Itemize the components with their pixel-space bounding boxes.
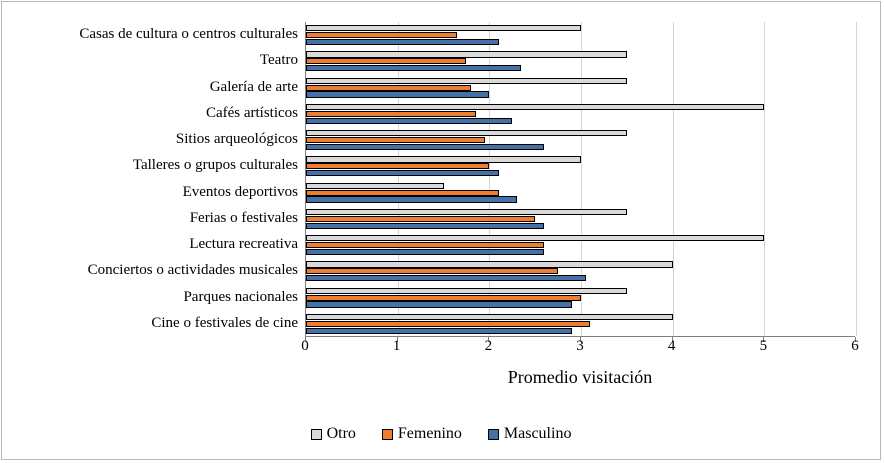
bar-otro xyxy=(306,261,673,267)
bar-masculino xyxy=(306,301,572,307)
category-label: Galería de arte xyxy=(209,78,298,95)
bar-otro xyxy=(306,235,764,241)
legend-item[interactable] xyxy=(382,425,462,443)
category-axis-labels xyxy=(2,22,298,337)
bar-masculino xyxy=(306,170,499,176)
bar-masculino xyxy=(306,65,521,71)
bar-femenino xyxy=(306,242,544,248)
category-label: Teatro xyxy=(259,52,298,69)
bar-masculino xyxy=(306,223,544,229)
bar-otro xyxy=(306,25,581,31)
bar-femenino xyxy=(306,58,466,64)
category-label: Ferias o festivales xyxy=(189,209,298,226)
legend-label: Masculino xyxy=(503,425,572,442)
x-axis-tick-label: 0 xyxy=(301,338,309,354)
bar-masculino xyxy=(306,39,499,45)
category-label: Parques nacionales xyxy=(183,288,298,305)
bar-femenino xyxy=(306,111,476,117)
bar-otro xyxy=(306,78,627,84)
bar-masculino xyxy=(306,144,544,150)
bar-otro xyxy=(306,288,627,294)
category-label: Talleres o grupos culturales xyxy=(132,157,298,174)
legend-swatch-icon xyxy=(488,429,499,440)
bar-femenino xyxy=(306,32,457,38)
legend-label: Femenino xyxy=(397,425,462,442)
x-axis-tick-label: 3 xyxy=(576,338,584,354)
bar-femenino xyxy=(306,295,581,301)
plot-area xyxy=(305,22,855,337)
x-axis-tick-label: 2 xyxy=(484,338,493,354)
bar-masculino xyxy=(306,275,586,281)
legend-swatch-icon xyxy=(311,429,322,440)
gridline xyxy=(764,22,765,336)
gridline xyxy=(856,22,857,336)
category-label: Eventos deportivos xyxy=(182,183,298,200)
bar-otro xyxy=(306,51,627,57)
bar-femenino xyxy=(306,190,499,196)
legend-item[interactable] xyxy=(488,425,572,443)
bar-femenino xyxy=(306,85,471,91)
bar-masculino xyxy=(306,118,512,124)
gridline xyxy=(673,22,674,336)
bar-femenino xyxy=(306,321,590,327)
bar-masculino xyxy=(306,91,489,97)
bar-otro xyxy=(306,156,581,162)
bar-otro xyxy=(306,314,673,320)
bar-femenino xyxy=(306,268,558,274)
legend-swatch-icon xyxy=(382,429,393,440)
bar-femenino xyxy=(306,216,535,222)
category-label: Conciertos o actividades musicales xyxy=(87,262,298,279)
bar-femenino xyxy=(306,163,489,169)
chart-legend xyxy=(2,425,880,443)
bar-otro xyxy=(306,130,627,136)
legend-item[interactable] xyxy=(311,425,356,443)
bar-otro xyxy=(306,209,627,215)
x-axis-tick-label: 5 xyxy=(759,338,768,354)
chart-container xyxy=(1,1,881,460)
x-axis-tick-labels xyxy=(301,338,859,359)
category-label: Cine o festivales de cine xyxy=(151,314,298,331)
bar-masculino xyxy=(306,196,517,202)
bar-femenino xyxy=(306,137,485,143)
category-label: Lectura recreativa xyxy=(189,236,298,253)
category-label: Sitios arqueológicos xyxy=(175,131,298,148)
category-label: Casas de cultura o centros culturales xyxy=(79,26,298,43)
bar-otro xyxy=(306,183,444,189)
bar-otro xyxy=(306,104,764,110)
bar-masculino xyxy=(306,249,544,255)
bar-masculino xyxy=(306,328,572,334)
x-axis-tick-label: 6 xyxy=(851,338,859,354)
x-axis-tick-label: 1 xyxy=(392,338,401,354)
legend-label: Otro xyxy=(326,425,356,442)
category-label: Cafés artísticos xyxy=(205,104,298,121)
x-axis-title: Promedio visitación xyxy=(507,367,653,387)
x-axis-tick-label: 4 xyxy=(667,338,676,354)
